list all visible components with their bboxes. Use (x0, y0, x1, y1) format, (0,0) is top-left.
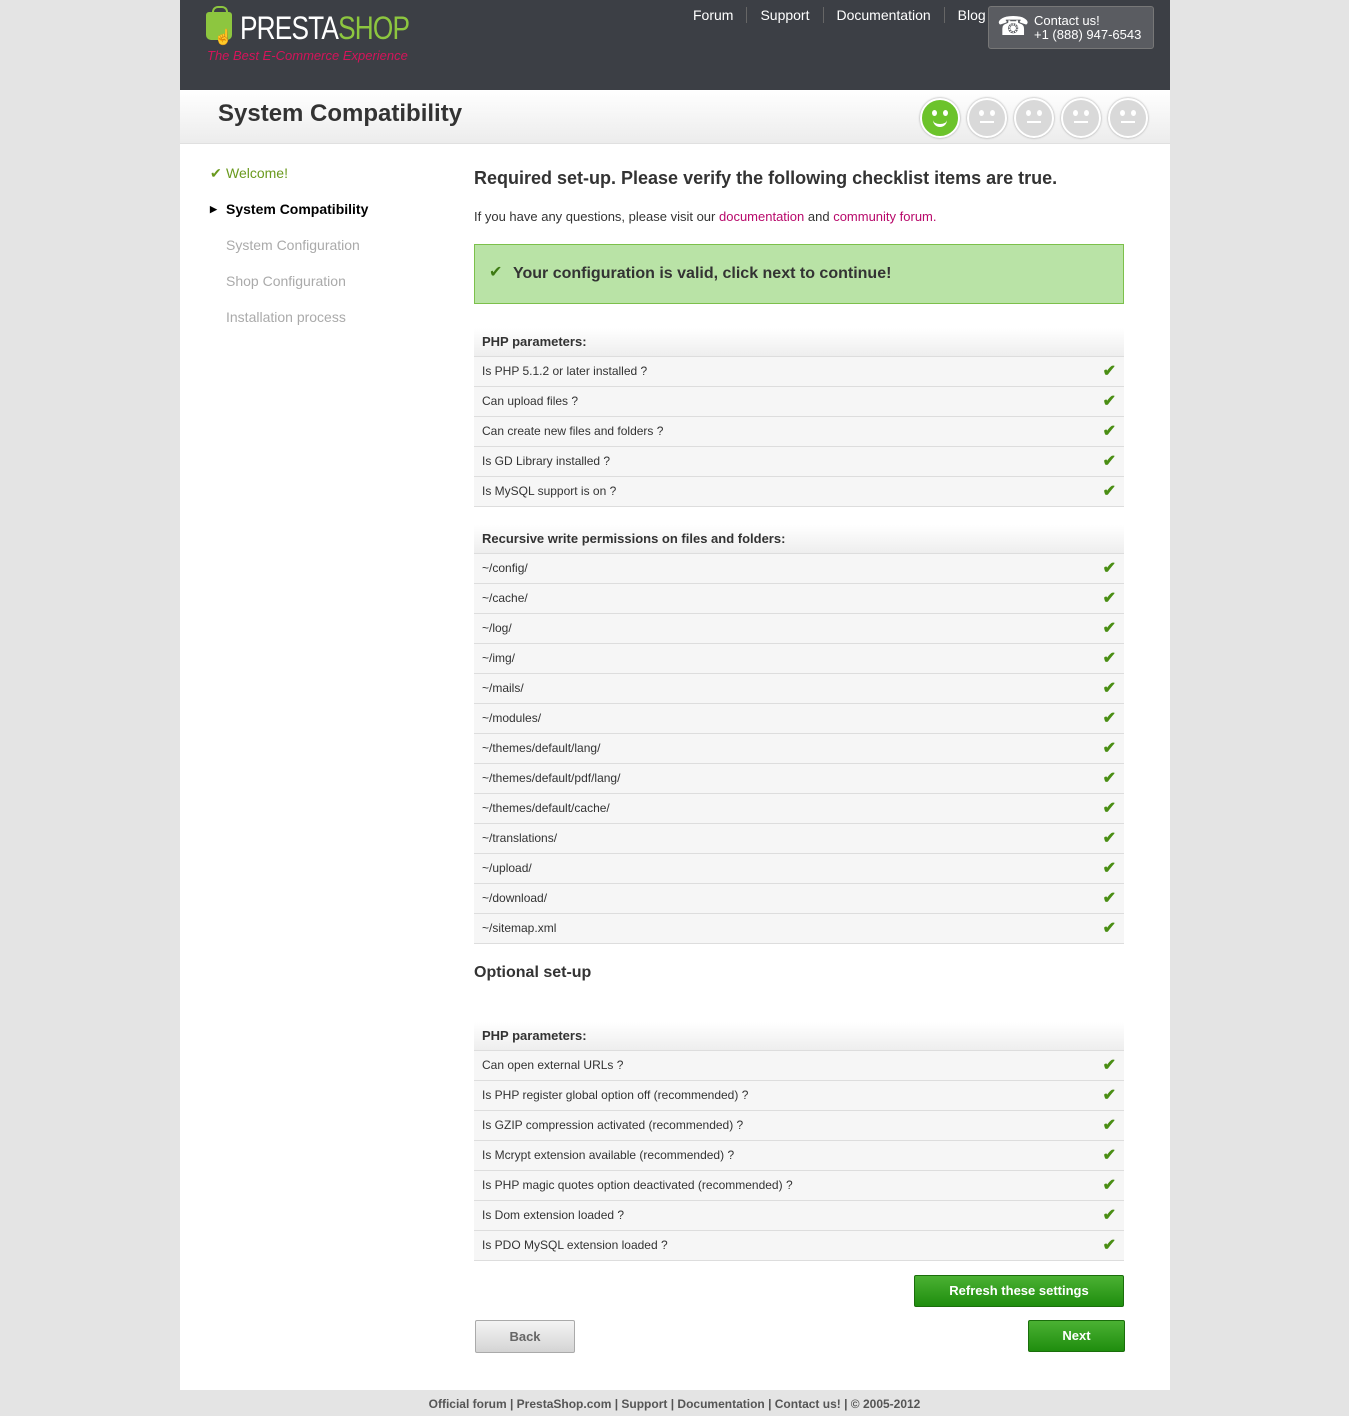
smiley-neutral-icon (967, 98, 1007, 138)
check-item-label: ~/log/ (482, 621, 512, 635)
table-row (474, 1111, 1124, 1141)
step-shop-configuration: Shop Configuration (226, 273, 346, 289)
permissions-table (474, 525, 1124, 944)
check-item-label: Is PHP 5.1.2 or later installed ? (482, 364, 648, 378)
check-icon: ✔ (1102, 770, 1116, 787)
contact-phone: +1 (888) 947-6543 (1034, 27, 1142, 42)
table-header: PHP parameters: (474, 328, 1124, 357)
logo-tagline: The Best E-Commerce Experience (207, 48, 408, 63)
check-icon: ✔ (1102, 1237, 1116, 1254)
check-item-label: Is PHP register global option off (recommended) ? (482, 1088, 749, 1102)
title-bar (180, 90, 1170, 144)
check-item-label: ~/sitemap.xml (482, 921, 557, 935)
table-row (474, 1171, 1124, 1201)
check-icon: ✔ (1102, 1057, 1116, 1074)
smiley-neutral-icon (1014, 98, 1054, 138)
check-icon: ✔ (1102, 800, 1116, 817)
check-item-label: Is MySQL support is on ? (482, 484, 617, 498)
check-item-label: ~/img/ (482, 651, 516, 665)
optional-php-table (474, 1022, 1124, 1261)
check-icon: ✔ (1102, 590, 1116, 607)
smiley-happy-icon (920, 98, 960, 138)
page-title: System Compatibility (218, 100, 463, 127)
check-icon: ✔ (1102, 483, 1116, 500)
check-icon: ✔ (1102, 1087, 1116, 1104)
table-row (474, 794, 1124, 824)
nav-support[interactable]: Support (747, 7, 823, 23)
valid-config-banner: ✔ Your configuration is valid, click next to continue! (474, 244, 1124, 304)
check-icon: ✔ (1102, 920, 1116, 937)
check-item-label: ~/upload/ (482, 861, 532, 875)
check-icon: ✔ (1102, 393, 1116, 410)
back-button[interactable]: Back (475, 1320, 575, 1353)
top-nav (680, 7, 999, 23)
prestashop-logo[interactable] (206, 10, 410, 66)
nav-documentation[interactable]: Documentation (824, 7, 945, 23)
check-icon: ✔ (1102, 740, 1116, 757)
check-icon: ✔ (1102, 453, 1116, 470)
contact-box[interactable] (988, 6, 1154, 49)
logo-wordmark: PRESTASHOP (240, 10, 410, 46)
check-icon: ✔ (210, 165, 222, 181)
check-item-label: ~/mails/ (482, 681, 524, 695)
check-item-label: ~/themes/default/lang/ (482, 741, 601, 755)
check-item-label: ~/download/ (482, 891, 548, 905)
documentation-link[interactable]: documentation (718, 209, 805, 224)
table-row (474, 1231, 1124, 1261)
table-row (474, 1201, 1124, 1231)
check-item-label: Is Mcrypt extension available (recommended) ? (482, 1148, 735, 1162)
smiley-neutral-icon (1061, 98, 1101, 138)
step-system-configuration: System Configuration (226, 237, 360, 253)
table-row (474, 417, 1124, 447)
step-installation-process: Installation process (226, 309, 346, 325)
smiley-neutral-icon (1108, 98, 1148, 138)
optional-heading: Optional set-up (474, 964, 592, 981)
table-row (474, 674, 1124, 704)
required-heading: Required set-up. Please verify the following checklist items are true. (474, 168, 1058, 188)
check-item-label: Is GZIP compression activated (recommended) ? (482, 1118, 744, 1132)
community-forum-link[interactable]: community forum. (833, 209, 937, 224)
progress-smileys (920, 98, 1148, 138)
required-php-table (474, 328, 1124, 507)
table-row (474, 734, 1124, 764)
check-item-label: Can upload files ? (482, 394, 579, 408)
check-item-label: ~/translations/ (482, 831, 558, 845)
check-icon: ✔ (1102, 860, 1116, 877)
intro-text: If you have any questions, please visit our documentation and community forum. (474, 209, 937, 224)
table-row (474, 584, 1124, 614)
table-row (474, 884, 1124, 914)
check-icon: ✔ (1102, 1147, 1116, 1164)
table-header: PHP parameters: (474, 1022, 1124, 1051)
check-item-label: Is PDO MySQL extension loaded ? (482, 1238, 668, 1252)
check-item-label: ~/modules/ (482, 711, 542, 725)
check-icon: ✔ (1102, 1177, 1116, 1194)
nav-blog[interactable]: Blog (957, 7, 986, 23)
table-row (474, 764, 1124, 794)
table-row (474, 477, 1124, 507)
check-icon: ✔ (1102, 650, 1116, 667)
hand-pointer-icon: ☝ (214, 29, 233, 46)
table-row (474, 644, 1124, 674)
table-header: Recursive write permissions on files and folders: (474, 525, 1124, 554)
check-icon: ✔ (1102, 890, 1116, 907)
check-item-label: Is Dom extension loaded ? (482, 1208, 625, 1222)
check-item-label: Is PHP magic quotes option deactivated (recommended) ? (482, 1178, 793, 1192)
next-button[interactable]: Next (1028, 1320, 1125, 1352)
nav-forum[interactable]: Forum (680, 7, 747, 23)
step-welcome[interactable]: ✔ Welcome! (208, 162, 448, 198)
table-row (474, 614, 1124, 644)
table-row (474, 824, 1124, 854)
table-row (474, 554, 1124, 584)
check-icon: ✔ (1102, 680, 1116, 697)
table-row (474, 854, 1124, 884)
check-item-label: ~/config/ (482, 561, 528, 575)
table-row (474, 357, 1124, 387)
table-row (474, 1051, 1124, 1081)
footer[interactable]: Official forum | PrestaShop.com | Support | Documentation | Contact us! | © 2005-2012 (428, 1397, 921, 1411)
check-icon: ✔ (489, 264, 503, 281)
telephone-icon: ☎ (997, 11, 1030, 41)
check-item-label: ~/themes/default/cache/ (482, 801, 610, 815)
main-content (474, 168, 1124, 1261)
check-item-label: Can create new files and folders ? (482, 424, 664, 438)
triangle-right-icon: ▶ (210, 204, 217, 214)
check-icon: ✔ (1102, 363, 1116, 380)
contact-title: Contact us! (1034, 13, 1100, 28)
check-icon: ✔ (1102, 1207, 1116, 1224)
table-row (474, 447, 1124, 477)
check-icon: ✔ (1102, 423, 1116, 440)
check-icon: ✔ (1102, 710, 1116, 727)
step-system-compatibility: ▶ System Compatibility (208, 198, 448, 234)
check-icon: ✔ (1102, 620, 1116, 637)
check-item-label: ~/themes/default/pdf/lang/ (482, 771, 621, 785)
table-row (474, 1081, 1124, 1111)
check-item-label: ~/cache/ (482, 591, 528, 605)
table-row (474, 704, 1124, 734)
table-row (474, 387, 1124, 417)
check-item-label: Can open external URLs ? (482, 1058, 624, 1072)
check-icon: ✔ (1102, 1117, 1116, 1134)
check-icon: ✔ (1102, 830, 1116, 847)
refresh-settings-button[interactable]: Refresh these settings (914, 1275, 1124, 1307)
check-item-label: Is GD Library installed ? (482, 454, 611, 468)
installer-container (180, 0, 1170, 1390)
table-row (474, 914, 1124, 944)
steps-sidebar (208, 162, 448, 342)
header (180, 0, 1170, 90)
table-row (474, 1141, 1124, 1171)
check-icon: ✔ (1102, 560, 1116, 577)
